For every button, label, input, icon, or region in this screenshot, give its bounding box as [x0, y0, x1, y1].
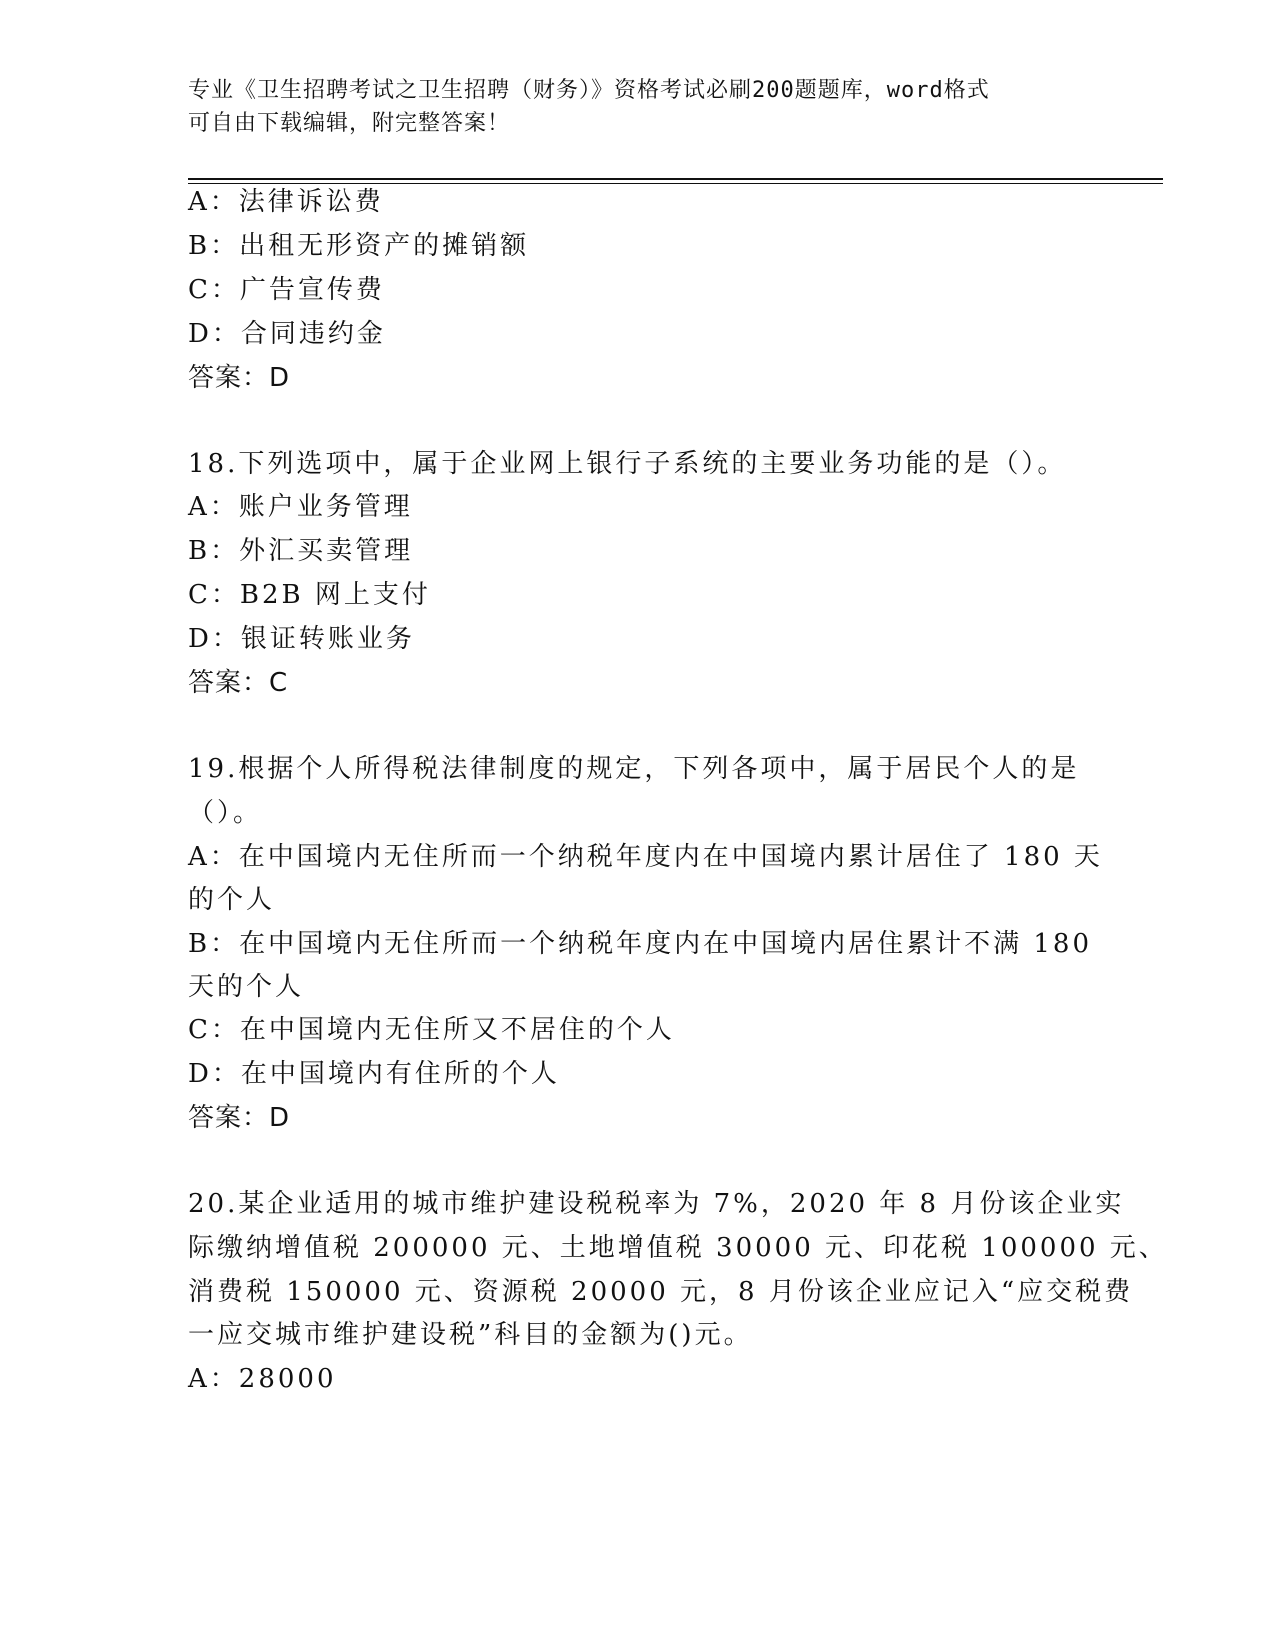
header-title-line-2: 可自由下载编辑，附完整答案！	[188, 111, 511, 136]
q20-stem-line-3: 消费税 150000 元、资源税 20000 元，8 月份该企业应记入“应交税费	[188, 1277, 1134, 1307]
q18-stem: 18.下列选项中，属于企业网上银行子系统的主要业务功能的是（）。	[188, 449, 1067, 479]
q19-option-b-line-1: B：在中国境内无住所而一个纳税年度内在中国境内居住累计不满 180	[188, 929, 1092, 959]
q19-option-a-line-2: 的个人	[188, 885, 276, 915]
q19-option-a-line-1: A：在中国境内无住所而一个纳税年度内在中国境内累计居住了 180 天	[188, 842, 1103, 872]
q20-option-a: A：28000	[188, 1364, 337, 1394]
q19-option-c: C：在中国境内无住所又不居住的个人	[188, 1015, 675, 1045]
q18-option-d: D：银证转账业务	[188, 624, 415, 654]
q17-option-c: C：广告宣传费	[188, 275, 385, 305]
header-title-line-1: 专业《卫生招聘考试之卫生招聘（财务）》资格考试必刷200题题库，word格式	[188, 78, 990, 103]
q19-option-d: D：在中国境内有住所的个人	[188, 1059, 560, 1089]
document-header	[188, 74, 1068, 140]
q17-option-a: A：法律诉讼费	[188, 187, 384, 217]
q17-option-d: D：合同违约金	[188, 319, 386, 349]
q19-answer: 答案：D	[188, 1103, 291, 1133]
q20-stem-line-1: 20.某企业适用的城市维护建设税税率为 7%，2020 年 8 月份该企业实	[188, 1189, 1125, 1219]
q18-option-c: C：B2B 网上支付	[188, 580, 431, 610]
q17-option-b: B：出租无形资产的摊销额	[188, 231, 530, 261]
q19-option-b-line-2: 天的个人	[188, 972, 305, 1002]
header-rule-thin	[188, 183, 1163, 184]
q19-stem-line-2: （）。	[188, 798, 263, 828]
document-page	[188, 0, 1168, 1650]
header-rule-thick	[188, 178, 1163, 180]
q17-answer: 答案：D	[188, 363, 291, 393]
q18-option-b: B：外汇买卖管理	[188, 536, 414, 566]
q18-option-a: A：账户业务管理	[188, 492, 413, 522]
q20-stem-line-4: 一应交城市维护建设税”科目的金额为()元。	[188, 1320, 753, 1350]
q19-stem-line-1: 19.根据个人所得税法律制度的规定，下列各项中，属于居民个人的是	[188, 754, 1080, 784]
q20-stem-line-2: 际缴纳增值税 200000 元、土地增值税 30000 元、印花税 100000 元、	[188, 1233, 1168, 1263]
q18-answer: 答案：C	[188, 668, 289, 698]
